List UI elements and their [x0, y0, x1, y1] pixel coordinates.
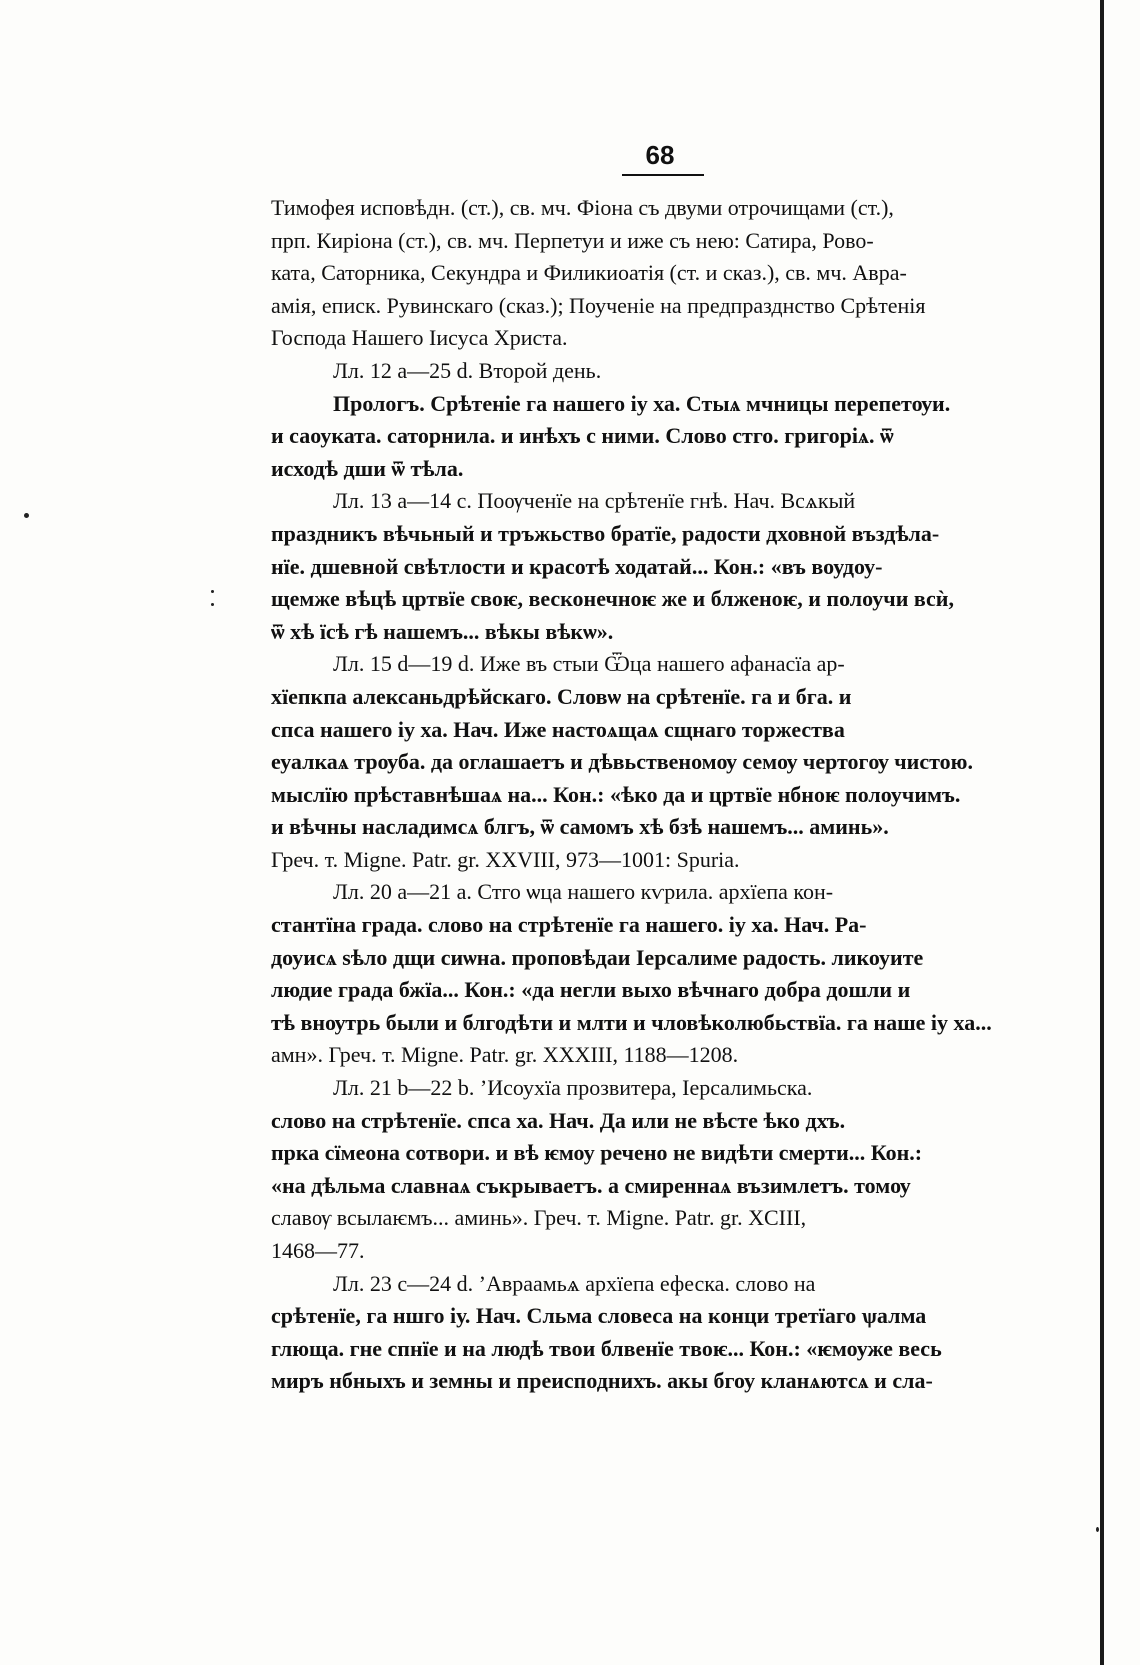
paragraph-folio-20: [271, 876, 1017, 1072]
page-binding-edge: [1100, 0, 1104, 1665]
text-line: Лл. 12 а—25 d. Второй день.: [333, 357, 602, 383]
text-line: амія, еписк. Рувинскаго (сказ.); Поученіе на предпразднство Срѣтенія: [271, 292, 926, 318]
text-line: Прологъ. Срѣтеніе га нашего іу ха. Стыѧ мчницы перепетѹи.: [333, 390, 951, 416]
text-line: Лл. 23 с—24 d. ’Авраамьѧ архїепа ефеска. слово на: [333, 1270, 816, 1296]
text-line: Лл. 15 d—19 d. Иже въ стыи Ѿца нашего афанасїа ар-: [333, 651, 845, 677]
text-line: славѹ всылаѥмъ... аминь». Греч. т. Migne. Patr. gr. XCIII,: [271, 1205, 807, 1231]
text-line: ката, Саторника, Секундра и Филикиоатія (ст. и сказ.), св. мч. Авра-: [271, 260, 907, 286]
text-line: миръ нбныхъ и земны и преисподнихъ. акы бгоу кланѧютсѧ и сла-: [271, 1368, 933, 1394]
text-line: срѣтенїе, га ншго іу. Нач. Сльма словеса на конци третїаго ѱалма: [271, 1303, 927, 1329]
paragraph-prologue: [271, 388, 1017, 486]
page-number: 68: [645, 140, 675, 170]
paragraph-folio-13: [271, 485, 1017, 648]
text-line: Лл. 13 а—14 с. Поѹченїе на срѣтенїе гнѣ. Нач. Всѧкый: [333, 488, 856, 514]
text-line: Тимофея исповѣдн. (ст.), св. мч. Фіона съ двуми отрочищами (ст.),: [271, 195, 894, 220]
page-number-rule: [622, 174, 704, 176]
paragraph-folio-23: [271, 1268, 1017, 1398]
text-line: прп. Киріона (ст.), св. мч. Перпетуи и иже съ нею: Сатира, Рово-: [271, 227, 874, 253]
text-line: доуисѧ ѕѣло дщи сиѡна. проповѣдаи Іерсалиме радость. ликоуите: [271, 944, 924, 970]
print-speck: [24, 513, 29, 518]
text-line: тѣ внѹтрь были и блгодѣти и млти и чловѣколюбьствїа. га наше іу ха...: [271, 1009, 992, 1035]
paragraph-folio-15: [271, 648, 1017, 876]
text-line: и вѣчны насладимсѧ блгъ, ѿ самомъ хѣ бзѣ нашемъ... аминь».: [271, 814, 889, 840]
print-speck: [211, 590, 214, 593]
text-line: исходѣ дши ѿ тѣла.: [271, 455, 464, 481]
paragraph-intro-list: [271, 192, 1017, 355]
text-line: прка сїмеона сотвори. и вѣ ѥмоу речено не видѣти смерти... Кон.:: [271, 1140, 923, 1166]
text-line: праздникъ вѣчьный и тръжьство братїе, радости дховной въздѣла-: [271, 520, 940, 546]
text-line: ѿ хѣ їсѣ гѣ нашемъ... вѣкы вѣкѡ».: [271, 618, 614, 644]
text-column: [271, 192, 1017, 1398]
text-line: 1468—77.: [271, 1238, 365, 1263]
text-line: людие града бжїа... Кон.: «да негли выхо вѣчнаго добра дошли и: [271, 977, 911, 1003]
text-line: стантїна града. слово на стрѣтенїе га нашего. іу ха. Нач. Ра-: [271, 912, 867, 938]
text-line: мыслїю прѣставнѣшаѧ на... Кон.: «ѣко да и цртвїе нбноѥ полоучимъ.: [271, 781, 961, 807]
paragraph-folio-12: [271, 355, 1017, 388]
text-line: Греч. т. Migne. Patr. gr. XXVIII, 973—1001: Spuria.: [271, 846, 740, 872]
text-line: «на дѣльма славнаѧ съкрываетъ. а смиреннаѧ възимлетъ. томѹ: [271, 1172, 911, 1198]
text-line: еуалкаѧ трѹба. да оглашаетъ и дѣвьственомѹ семѹ чертогѹ чистою.: [271, 749, 973, 775]
text-line: спса нашего іу ха. Нач. Иже настоѧщаѧ сщнаго торжества: [271, 716, 845, 742]
text-line: Господа Нашего Іисуса Христа.: [271, 325, 568, 351]
print-speck: [211, 603, 214, 606]
text-line: Лл. 21 b—22 b. ’Исоухїа прозвитера, Іерсалимьска.: [333, 1075, 813, 1101]
text-line: глюща. гне спнїе и на людѣ твои блвенїе твоѥ... Кон.: «ѥмоуже весь: [271, 1335, 942, 1361]
paragraph-folio-21: [271, 1072, 1017, 1268]
text-line: и саоукатa. саторнила. и инѣхъ с ними. Слово стго. григоріѧ. ѿ: [271, 423, 894, 449]
text-line: слово на стрѣтенїе. спса ха. Нач. Да или не вѣсте ѣко дхъ.: [271, 1107, 846, 1133]
text-line: нїе. дшевной свѣтлости и красотѣ ходатай... Кон.: «въ воудоу-: [271, 553, 883, 579]
text-line: амн». Греч. т. Migne. Patr. gr. XXXIII, 1188—1208.: [271, 1042, 739, 1068]
text-line: хїепкпа алексаньдрѣйскаго. Словѡ на срѣтенїе. га и бга. и: [271, 683, 852, 709]
text-line: щемже вѣцѣ цртвїе своѥ, весконечноѥ же и блженоѥ, и полоучи всѝ,: [271, 586, 954, 612]
print-speck: [1096, 1527, 1099, 1532]
text-line: Лл. 20 а—21 а. Стго ѡца нашего кѵрила. архїепа кон-: [333, 879, 834, 905]
